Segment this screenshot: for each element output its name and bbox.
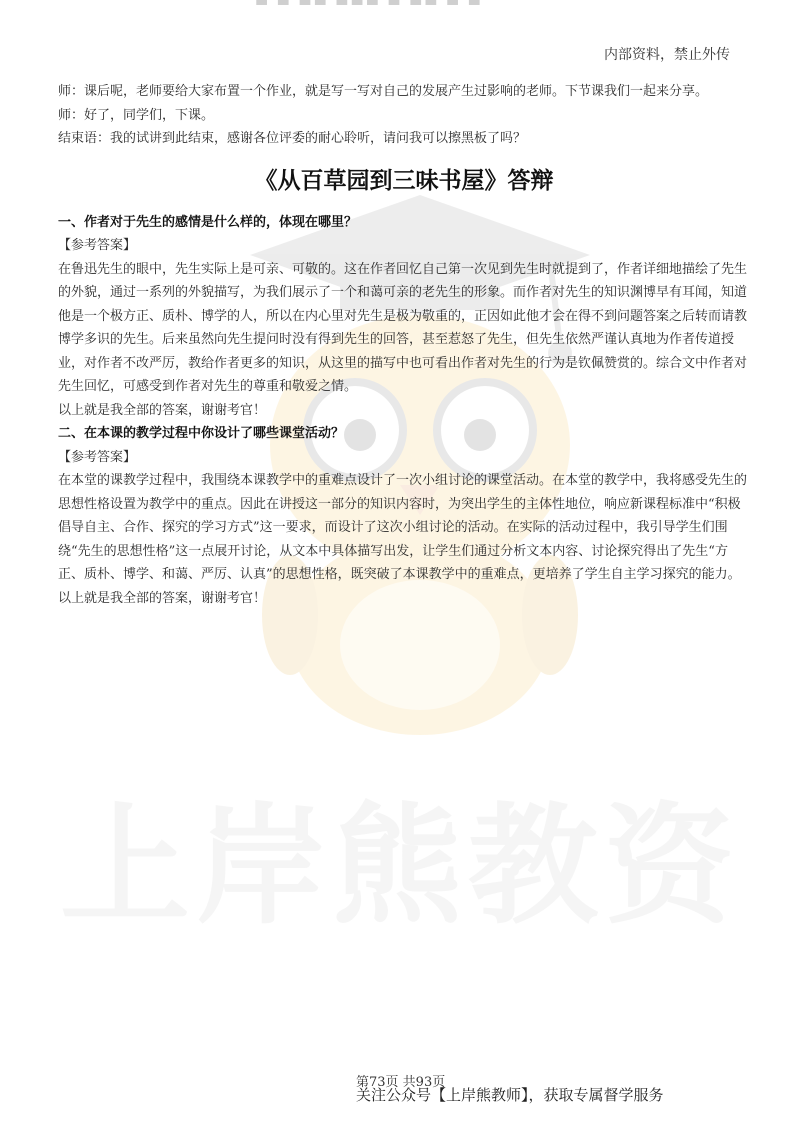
answer-2: 在本堂的课教学过程中，我围绕本课教学中的重难点设计了一次小组讨论的课堂活动。在本堂的教学中，我将感受先生的思想性格设置为教学中的重点。因此在讲授这一部分的知识内容时，为突出学生的主体性地位，响应新课程标准中“积极倡导自主、合作、探究的学习方式”这一要求，而设计了这次小组讨论的活动。在实际的活动过程中，我引导学生们围绕“先生的思想性格”这一点展开讨论，从文本中具体描写出发，让学生们通过分析文本内容、讨论探究得出了先生“方正、质朴、博学、和蔼、严厉、认真”的思想性格，既突破了本课教学中的重难点，更培养了学生自主学习探究的能力。 bbox=[58, 473, 748, 582]
intro-line: 师：好了，同学们，下课。 bbox=[58, 107, 215, 123]
closing-2: 以上就是我全部的答案，谢谢考官！ bbox=[58, 590, 267, 606]
internal-notice: 内部资料，禁止外传 bbox=[604, 47, 730, 63]
question-1: 一、作者对于先生的感情是什么样的，体现在哪里？ bbox=[58, 214, 358, 230]
answer-label-1: 【参考答案】 bbox=[58, 238, 137, 253]
watermark-brand-text: 上岸熊教资 bbox=[59, 790, 740, 942]
page-number: 第73页 共93页 bbox=[356, 1075, 446, 1090]
document-title: 《从百草园到三味书屋》答辩 bbox=[254, 166, 554, 194]
cropped-header-fragment: ▬ ▬ ▬▬ ▬▬▬ ▬ ▬▬ ▬ ▬ bbox=[255, 0, 483, 10]
question-2: 二、在本课的教学过程中你设计了哪些课堂活动？ bbox=[58, 426, 345, 441]
document-body bbox=[58, 80, 750, 610]
answer-label-2: 【参考答案】 bbox=[58, 449, 137, 465]
footer-promo: 关注公众号【上岸熊教师】，获取专属督学服务 bbox=[356, 1086, 664, 1104]
intro-line: 结束语：我的试讲到此结束，感谢各位评委的耐心聆听，请问我可以擦黑板了吗？ bbox=[58, 131, 527, 146]
answer-1: 在鲁迅先生的眼中，先生实际上是可亲、可敬的。这在作者回忆自己第一次见到先生时就提到了，作者详细地描绘了先生的外貌，通过一系列的外貌描写，为我们展示了一个和蔼可亲的老先生的形象。而作者对先生的知识渊博早有耳闻，知道他是一个极方正、质朴、博学的人，所以在内心里对先生是极为敬重的，正因如此他才会在得不到问题答案之后转而请教博学多识的先生。后来虽然向先生提问时没有得到先生的回答，甚至惹怒了先生，但先生依然严谨认真地为作者传道授业，对作者不改严厉，教给作者更多的知识，从这里的描写中也可看出作者对先生的行为是钦佩赞赏的。综合文中作者对先生回忆，可感受到作者对先生的尊重和敬爱之情。 bbox=[58, 261, 748, 394]
intro-line: 师：课后呢，老师要给大家布置一个作业，就是写一写对自己的发展产生过影响的老师。下节课我们一起来分享。 bbox=[58, 84, 709, 99]
closing-1: 以上就是我全部的答案，谢谢考官！ bbox=[58, 402, 267, 418]
